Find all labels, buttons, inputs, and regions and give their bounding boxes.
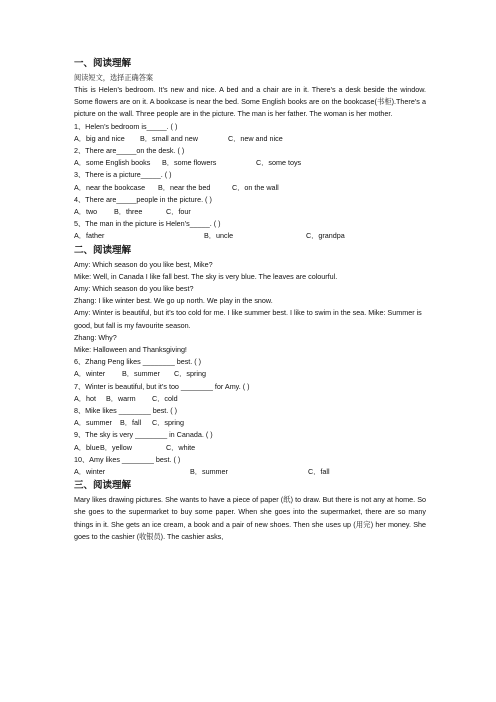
section-1-passage: This is Helen’s bedroom. It’s new and nice. A bed and a chair are in it. There’s a desk beside the window. Some flowers are on it. A bookcase is near the bed. Some English books are on the bookcase(书柜).There’s a picture on the wall. Three people are in the picture. The man is her father. The woman is her mother. xyxy=(74,85,426,119)
option-b: B．uncle xyxy=(204,231,234,241)
section-1-title: 一、阅读理解 xyxy=(74,58,132,69)
question-4: 4、There are_____people in the picture. ( ) xyxy=(74,194,212,204)
question-9: 9、The sky is very ________ in Canada. ( ) xyxy=(74,430,213,440)
question-2: 2、There are_____on the desk. ( ) xyxy=(74,146,185,155)
question-1: 1、Helen’s bedroom is_____. ( ) xyxy=(74,121,178,131)
question-4-options xyxy=(74,206,426,218)
option-b: B．summer xyxy=(190,466,228,476)
option-b: B．yellow xyxy=(100,442,132,452)
question-1-options xyxy=(74,133,426,145)
option-a: A．winter xyxy=(74,466,106,476)
section-3-title: 三、阅读理解 xyxy=(74,480,132,492)
option-b: B．fall xyxy=(120,418,142,428)
dialogue-line: Amy: Which season do you like best, Mike? xyxy=(74,259,213,269)
question-3: 3、There is a picture_____. ( ) xyxy=(74,170,172,180)
option-a: A．two xyxy=(74,206,98,216)
option-c: C．fall xyxy=(308,466,330,476)
section-1-instruction: 阅读短文，选择正确答案 xyxy=(74,73,154,82)
question-6-options xyxy=(74,368,426,380)
question-9-options xyxy=(74,442,426,454)
option-b: B．three xyxy=(114,206,143,216)
question-8-options xyxy=(74,417,426,429)
section-3-passage: Mary likes drawing pictures. She wants to have a piece of paper (纸) to draw. But there is not any at home. So she goes to the supermarket to buy some paper. When she goes into the supermarket, there are so many things in it. She gets an ice cream, a book and a pair of new shoes. Then she uses up (用完) her money. She goes to the cashier (收银员). The cashier asks, xyxy=(74,495,426,541)
option-a: A．some English books xyxy=(74,158,151,168)
option-a: A．blue xyxy=(74,442,100,452)
option-a: A．summer xyxy=(74,418,112,428)
question-2-options xyxy=(74,157,426,169)
option-a: A．big and nice xyxy=(74,133,125,143)
option-c: C．four xyxy=(166,206,191,216)
question-7-options xyxy=(74,393,426,405)
option-a: A．near the bookcase xyxy=(74,182,146,192)
worksheet-page xyxy=(74,56,426,543)
option-a: A．winter xyxy=(74,369,106,379)
option-b: B．near the bed xyxy=(158,182,211,192)
option-a: A．father xyxy=(74,231,105,241)
question-10: 10、Amy likes ________ best. ( ) xyxy=(74,454,181,464)
question-6: 6、Zhang Peng likes ________ best. ( ) xyxy=(74,357,202,367)
dialogue-line: Zhang: Why? xyxy=(74,332,117,342)
question-3-options xyxy=(74,182,426,194)
option-c: C．white xyxy=(166,442,196,452)
question-8: 8、Mike likes ________ best. ( ) xyxy=(74,405,178,415)
option-c: C．spring xyxy=(174,369,206,379)
option-c: C．spring xyxy=(152,418,184,428)
option-b: B．warm xyxy=(106,393,136,403)
option-c: C．grandpa xyxy=(306,231,345,241)
option-c: C．cold xyxy=(152,393,178,403)
section-2-title: 二、阅读理解 xyxy=(74,244,132,256)
option-c: C．on the wall xyxy=(232,182,279,192)
dialogue-line: Mike: Halloween and Thanksgiving! xyxy=(74,344,187,354)
option-b: B．some flowers xyxy=(162,158,217,168)
question-5-options xyxy=(74,230,426,242)
question-5: 5、The man in the picture is Helen’s_____. ( ) xyxy=(74,219,221,229)
dialogue-line: Mike: Well, in Canada I like fall best. The sky is very blue. The leaves are colourful. xyxy=(74,271,338,281)
option-b: B．summer xyxy=(122,369,160,379)
dialogue-line: Zhang: I like winter best. We go up north. We play in the snow. xyxy=(74,296,273,306)
option-c: C．new and nice xyxy=(228,133,283,143)
dialogue-line: Amy: Which season do you like best? xyxy=(74,283,194,293)
dialogue-line: Amy: Winter is beautiful, but it’s too cold for me. I like summer best. I like to swim in the sea. Mike: Summer is good, but fall is my favourite season. xyxy=(74,308,422,330)
question-7: 7、Winter is beautiful, but it’s too ________ for Amy. ( ) xyxy=(74,381,250,391)
option-b: B．small and new xyxy=(140,133,198,143)
question-10-options xyxy=(74,466,426,478)
option-c: C．some toys xyxy=(256,158,302,168)
option-a: A．hot xyxy=(74,393,96,403)
